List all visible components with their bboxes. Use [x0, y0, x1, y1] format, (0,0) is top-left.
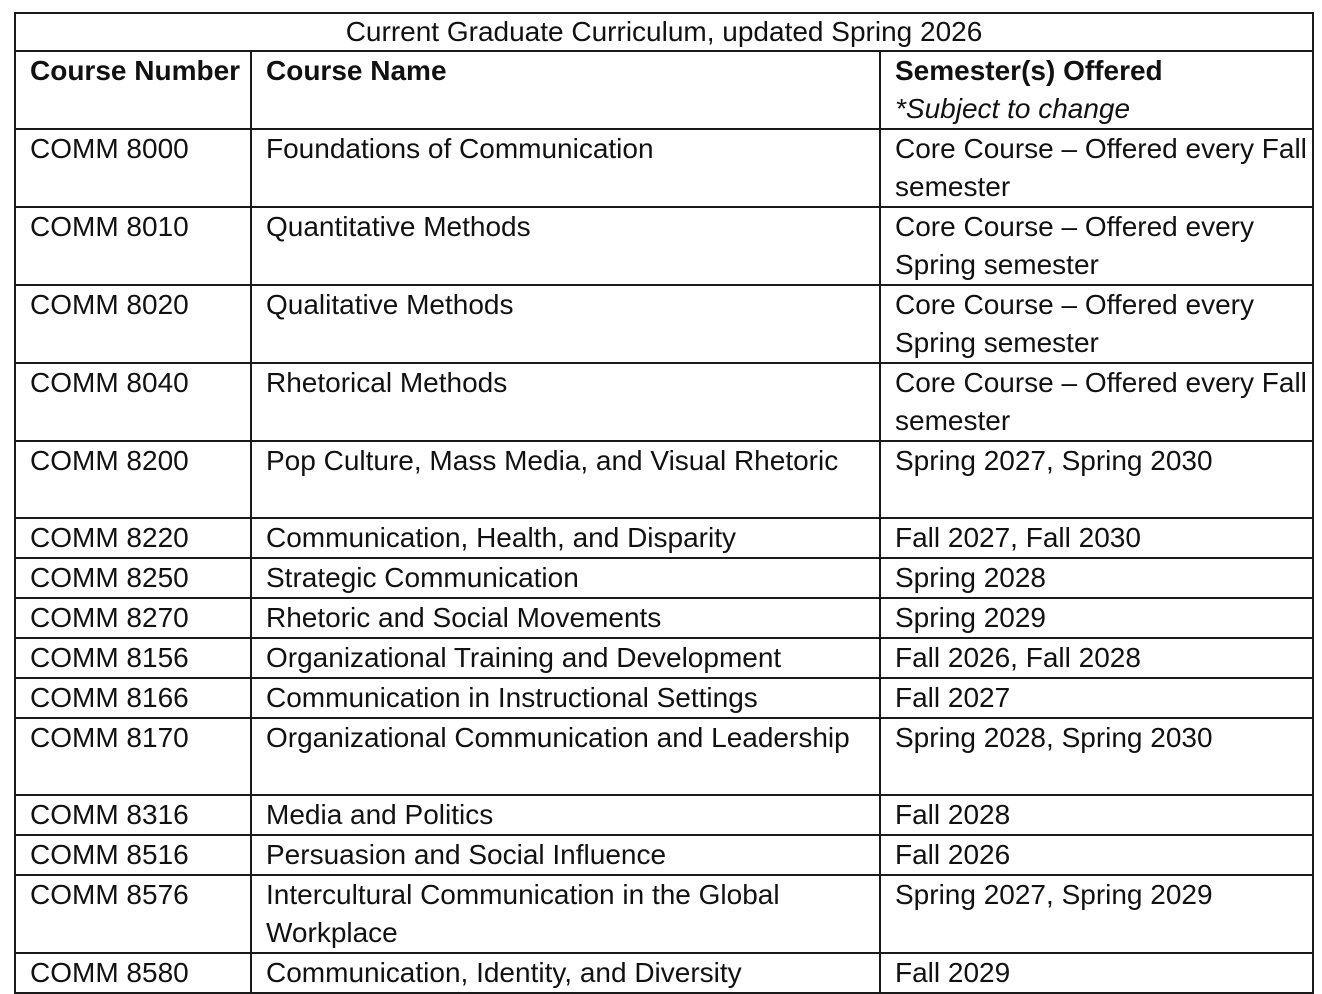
course-number-cell: COMM 8000 — [15, 129, 251, 207]
table-row — [15, 953, 1313, 993]
semesters-cell: Spring 2028, Spring 2030 — [880, 718, 1313, 795]
course-name-cell: Foundations of Communication — [251, 129, 880, 207]
course-number-cell: COMM 8166 — [15, 678, 251, 718]
course-name-cell: Strategic Communication — [251, 558, 880, 598]
header-semesters — [880, 51, 1313, 129]
semesters-cell: Spring 2027, Spring 2030 — [880, 441, 1313, 518]
course-number-cell: COMM 8580 — [15, 953, 251, 993]
semesters-cell: Fall 2026 — [880, 835, 1313, 875]
table-row — [15, 678, 1313, 718]
semesters-cell: Fall 2028 — [880, 795, 1313, 835]
course-number-cell: COMM 8156 — [15, 638, 251, 678]
course-name-cell: Quantitative Methods — [251, 207, 880, 285]
header-row — [15, 51, 1313, 129]
semesters-cell: Fall 2027 — [880, 678, 1313, 718]
table-row — [15, 558, 1313, 598]
semesters-cell: Core Course – Offered every Spring semester — [880, 285, 1313, 363]
course-name-cell: Pop Culture, Mass Media, and Visual Rhetoric — [251, 441, 880, 518]
table-row — [15, 285, 1313, 363]
course-name-cell: Persuasion and Social Influence — [251, 835, 880, 875]
semesters-cell: Fall 2026, Fall 2028 — [880, 638, 1313, 678]
course-number-cell: COMM 8220 — [15, 518, 251, 558]
course-name-cell: Qualitative Methods — [251, 285, 880, 363]
table-row — [15, 795, 1313, 835]
course-number-cell: COMM 8010 — [15, 207, 251, 285]
course-number-cell: COMM 8170 — [15, 718, 251, 795]
header-course-number: Course Number — [15, 51, 251, 129]
course-name-cell: Communication, Identity, and Diversity — [251, 953, 880, 993]
course-number-cell: COMM 8020 — [15, 285, 251, 363]
table-row — [15, 598, 1313, 638]
table-row — [15, 835, 1313, 875]
curriculum-document — [14, 12, 1312, 994]
course-number-cell: COMM 8576 — [15, 875, 251, 953]
table-row — [15, 207, 1313, 285]
course-number-cell: COMM 8250 — [15, 558, 251, 598]
table-row — [15, 441, 1313, 518]
table-row — [15, 363, 1313, 441]
course-number-cell: COMM 8040 — [15, 363, 251, 441]
semesters-cell: Core Course – Offered every Spring semester — [880, 207, 1313, 285]
course-name-cell: Media and Politics — [251, 795, 880, 835]
semesters-cell: Fall 2029 — [880, 953, 1313, 993]
header-course-name: Course Name — [251, 51, 880, 129]
course-number-cell: COMM 8200 — [15, 441, 251, 518]
course-name-cell: Communication, Health, and Disparity — [251, 518, 880, 558]
table-row — [15, 638, 1313, 678]
course-name-cell: Organizational Training and Development — [251, 638, 880, 678]
table-row — [15, 518, 1313, 558]
header-semesters-note: *Subject to change — [895, 93, 1131, 124]
curriculum-table — [14, 12, 1314, 994]
semesters-cell: Core Course – Offered every Fall semester — [880, 129, 1313, 207]
semesters-cell: Spring 2029 — [880, 598, 1313, 638]
semesters-cell: Spring 2028 — [880, 558, 1313, 598]
course-number-cell: COMM 8270 — [15, 598, 251, 638]
course-name-cell: Rhetoric and Social Movements — [251, 598, 880, 638]
course-name-cell: Communication in Instructional Settings — [251, 678, 880, 718]
table-row — [15, 875, 1313, 953]
header-semesters-label: Semester(s) Offered — [895, 55, 1163, 86]
semesters-cell: Spring 2027, Spring 2029 — [880, 875, 1313, 953]
table-row — [15, 129, 1313, 207]
table-caption: Current Graduate Curriculum, updated Spring 2026 — [15, 13, 1313, 51]
course-name-cell: Intercultural Communication in the Global Workplace — [251, 875, 880, 953]
semesters-cell: Core Course – Offered every Fall semester — [880, 363, 1313, 441]
course-name-cell: Rhetorical Methods — [251, 363, 880, 441]
semesters-cell: Fall 2027, Fall 2030 — [880, 518, 1313, 558]
course-name-cell: Organizational Communication and Leadership — [251, 718, 880, 795]
course-number-cell: COMM 8316 — [15, 795, 251, 835]
caption-row — [15, 13, 1313, 51]
course-number-cell: COMM 8516 — [15, 835, 251, 875]
table-row — [15, 718, 1313, 795]
